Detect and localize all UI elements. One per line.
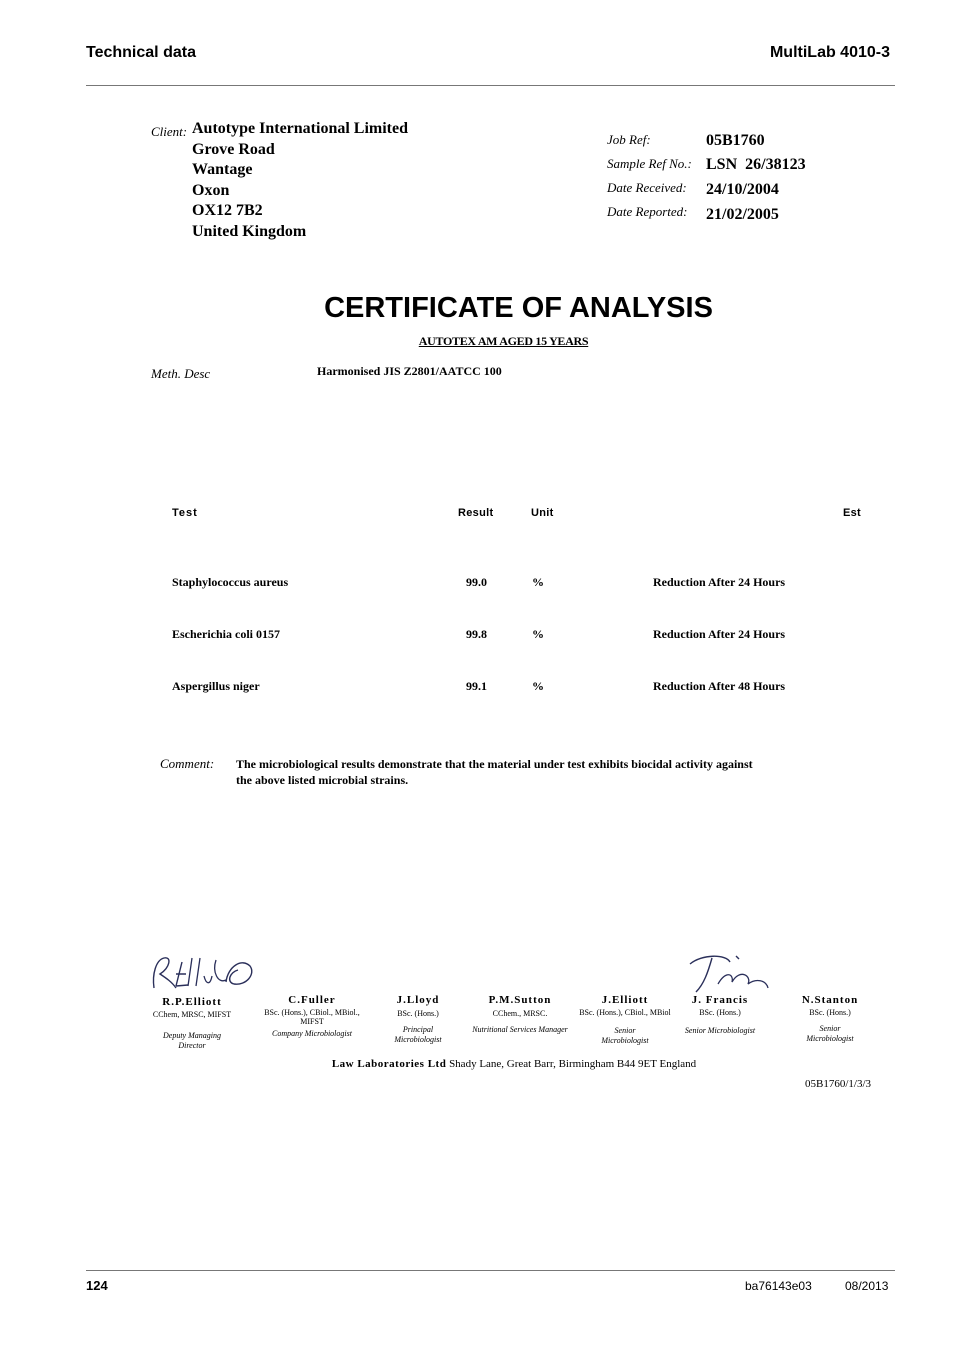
client-line: Autotype International Limited <box>192 120 408 137</box>
signatory-name: C.Fuller <box>288 994 336 1006</box>
signatory-pm-sutton <box>465 994 575 1035</box>
signatory-role: Nutritional Services Manager <box>472 1025 568 1034</box>
row-test: Staphylococcus aureus <box>172 575 289 589</box>
signatory-role: Senior Microbiologist <box>806 1024 854 1043</box>
signatory-quals: BSc. (Hons.), CBiol., MBiol <box>579 1008 671 1017</box>
signature-j-francis <box>682 950 774 996</box>
date-reported-value: 21/02/2005 <box>706 206 779 223</box>
comment-text <box>236 756 753 788</box>
row-note: Reduction After 48 Hours <box>653 679 786 693</box>
signatory-j-francis <box>665 994 775 1036</box>
signatory-n-stanton <box>775 994 885 1044</box>
signatory-name: N.Stanton <box>801 994 859 1006</box>
signatory-name: P.M.Sutton <box>488 994 552 1006</box>
signatory-j-elliott <box>570 994 680 1046</box>
header-product-name: MultiLab 4010-3 <box>769 44 890 61</box>
row-result: 99.0 <box>466 575 487 589</box>
col-header-est: Est <box>843 507 862 519</box>
date-received-label: Date Received: <box>607 180 687 195</box>
row-note: Reduction After 24 Hours <box>653 627 786 641</box>
client-line: Oxon <box>192 181 230 199</box>
header-section-title: Technical data <box>86 44 196 61</box>
row-note: Reduction After 24 Hours <box>653 575 786 589</box>
comment-line: The microbiological results demonstrate that the material under test exhibits biocidal activity against <box>236 757 753 771</box>
signatory-quals: BSc. (Hons.) <box>397 1009 439 1018</box>
signatory-name: J. Francis <box>691 994 749 1006</box>
date-reported-label: Date Reported: <box>607 204 688 219</box>
comment-line: the above listed microbial strains. <box>236 773 409 787</box>
signatory-role: Company Microbiologist <box>272 1029 352 1038</box>
client-line: United Kingdom <box>192 222 307 240</box>
method-value: Harmonised JIS Z2801/AATCC 100 <box>317 364 502 378</box>
sample-ref-value: LSN 26/38123 <box>706 156 806 173</box>
signatory-quals: BSc. (Hons.) <box>699 1008 741 1017</box>
client-line: Grove Road <box>192 140 275 158</box>
lab-address-line <box>0 1058 954 1070</box>
client-line: Wantage <box>192 161 253 178</box>
signatory-quals: BSc. (Hons.), CBiol., MBiol., MIFST <box>264 1008 360 1026</box>
col-header-result: Result <box>458 507 494 519</box>
row-result: 99.1 <box>466 679 487 693</box>
signatory-c-fuller <box>257 994 367 1039</box>
signatory-name: J.Lloyd <box>396 994 440 1006</box>
row-result: 99.8 <box>466 627 487 641</box>
doc-code: ba76143e03 <box>745 1279 812 1293</box>
row-unit: % <box>532 679 544 693</box>
lab-name: Law Laboratories Ltd <box>331 1058 447 1070</box>
job-ref-value: 05B1760 <box>706 132 765 149</box>
method-label: Meth. Desc <box>151 366 211 381</box>
lab-address: Shady Lane, Great Barr, Birmingham B44 9ET England <box>449 1058 697 1070</box>
signatory-role: Principal Microbiologist <box>394 1025 442 1044</box>
signatory-j-lloyd <box>363 994 473 1045</box>
doc-ref: 05B1760/1/3/3 <box>805 1078 872 1090</box>
signatory-role: Senior Microbiologist <box>601 1026 649 1045</box>
col-header-unit: Unit <box>531 507 554 519</box>
doc-ref-clip <box>805 1078 875 1090</box>
signatory-role: Deputy Managing Director <box>163 1031 221 1050</box>
page-number: 124 <box>86 1278 108 1293</box>
doc-date: 08/2013 <box>845 1279 889 1293</box>
row-test: Escherichia coli 0157 <box>172 627 280 641</box>
signatory-name: R.P.Elliott <box>162 996 222 1008</box>
header-rule <box>86 85 895 86</box>
row-unit: % <box>532 627 544 641</box>
signatory-rp-elliott <box>137 996 247 1051</box>
col-header-test: Test <box>172 507 198 519</box>
client-label: Client: <box>151 124 188 139</box>
signatory-quals: CChem, MRSC, MIFST <box>152 1010 232 1019</box>
signatory-role: Senior Microbiologist <box>684 1026 756 1035</box>
row-test: Aspergillus niger <box>172 679 260 693</box>
row-unit: % <box>532 575 544 589</box>
signature-rp-elliott <box>146 952 258 994</box>
job-ref-label: Job Ref: <box>607 132 651 147</box>
client-line: OX12 7B2 <box>192 202 263 219</box>
client-address <box>192 119 408 242</box>
signatory-quals: BSc. (Hons.) <box>809 1008 851 1017</box>
certificate-subtitle: AUTOTEX AM AGED 15 YEARS <box>418 334 589 348</box>
certificate-title: CERTIFICATE OF ANALYSIS <box>324 292 713 324</box>
signatory-quals: CChem., MRSC. <box>492 1009 548 1018</box>
signatory-name: J.Elliott <box>601 994 649 1006</box>
date-received-value: 24/10/2004 <box>706 181 779 198</box>
footer-rule <box>86 1270 895 1271</box>
comment-label: Comment: <box>160 756 215 771</box>
sample-ref-label: Sample Ref No.: <box>607 156 692 171</box>
